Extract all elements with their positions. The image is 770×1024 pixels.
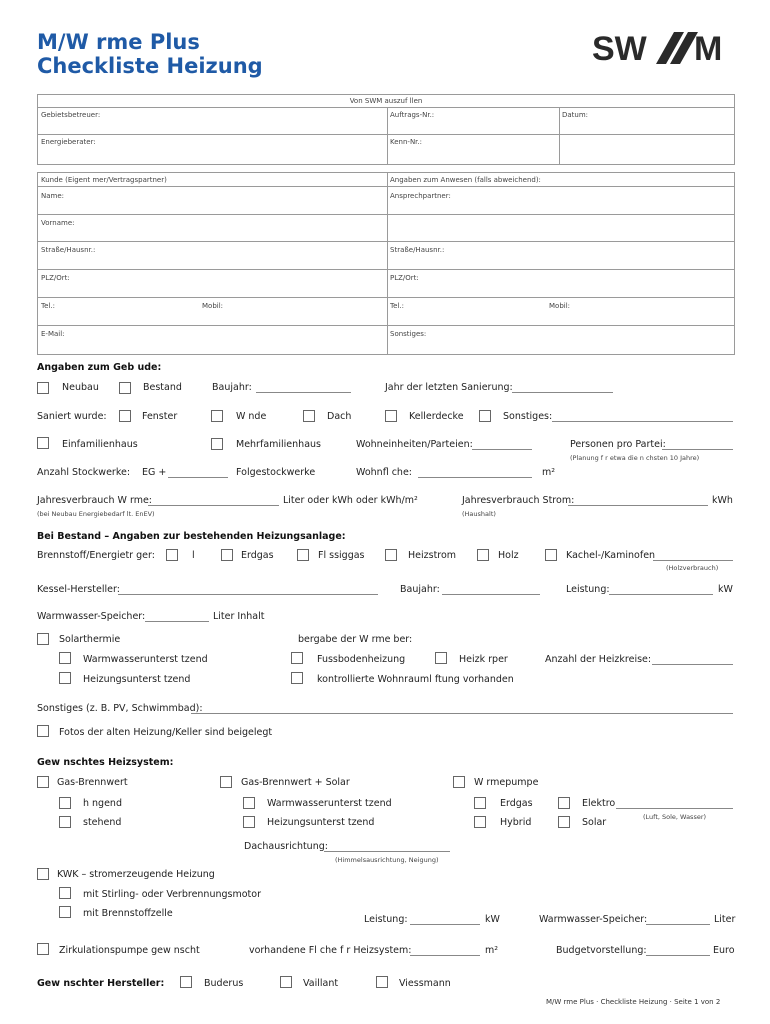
swm-logo-graphic — [592, 30, 734, 66]
swm-table — [37, 94, 735, 165]
kellerdecke-label: Kellerdecke — [409, 411, 464, 422]
bestand-label: Bestand — [143, 382, 182, 393]
kwk-label: KWK – stromerzeugende Heizung — [57, 869, 215, 880]
fussboden-label: Fussbodenheizung — [317, 654, 406, 665]
wp-solar-label: Solar — [582, 817, 607, 828]
energieberater-field[interactable]: Energieberater: — [41, 138, 96, 146]
wp-erdgas-label: Erdgas — [500, 798, 533, 809]
gew-ww-unterst-checkbox[interactable] — [243, 797, 255, 809]
dachausrichtung-label: Dachausrichtung: — [244, 841, 328, 852]
gas-brennwert-checkbox[interactable] — [37, 776, 49, 788]
anwesen-plz-field[interactable]: PLZ/Ort: — [390, 274, 419, 282]
gew-heiz-unterst-label: Heizungsunterst tzend — [267, 817, 375, 828]
efh-label: Einfamilienhaus — [62, 439, 138, 450]
neubau-checkbox[interactable] — [37, 382, 49, 394]
dachflaeche-label: vorhandene Fl che f r Heizsystem: — [249, 945, 412, 956]
wohnflaeche-label: Wohnfl che: — [356, 467, 412, 478]
wp-erdgas-checkbox[interactable] — [474, 797, 486, 809]
planung-hint: (Planung f r etwa die n chsten 10 Jahre) — [570, 454, 700, 462]
dach-label: Dach — [327, 411, 352, 422]
vaillant-label: Vaillant — [303, 978, 339, 989]
gew-ww-speicher-line[interactable] — [646, 924, 710, 925]
kessel-label: Kessel-Hersteller: — [37, 584, 120, 595]
jv-strom-unit: kWh — [712, 495, 733, 506]
page-footer: M/W rme Plus · Checkliste Heizung · Seite 1 von 2 — [546, 998, 721, 1006]
kellerdecke-checkbox[interactable] — [385, 410, 397, 422]
sonstiges-label: Sonstiges: — [503, 411, 553, 422]
jv-waerme-label: Jahresverbrauch W rme: — [37, 495, 153, 506]
stockwerke-line[interactable] — [168, 477, 228, 478]
brennstoff-label: Brennstoff/Energietr ger: — [37, 550, 155, 561]
page-title: M/W rme Plus — [37, 30, 200, 54]
stehend-checkbox[interactable] — [59, 816, 71, 828]
dachflaeche-line[interactable] — [410, 955, 480, 956]
bestand-heading: Bei Bestand – Angaben zur bestehenden Heizungsanlage: — [37, 531, 346, 542]
gas-brennwert-label: Gas-Brennwert — [57, 777, 128, 788]
fotos-label: Fotos der alten Heizung/Keller sind beigelegt — [59, 727, 273, 738]
mfh-label: Mehrfamilienhaus — [236, 439, 321, 450]
stirling-checkbox[interactable] — [59, 887, 71, 899]
ww-unterst-label: Warmwasserunterst tzend — [83, 654, 208, 665]
viessmann-label: Viessmann — [399, 978, 451, 989]
email-field[interactable]: E-Mail: — [41, 330, 65, 338]
neubau-label: Neubau — [62, 382, 99, 393]
anwesen-tel-field[interactable]: Tel.: — [390, 302, 404, 310]
gew-ww-speicher-unit: Liter — [714, 914, 736, 925]
personen-line[interactable] — [662, 449, 733, 450]
kessel-baujahr-line[interactable] — [442, 594, 540, 595]
customer-table — [37, 172, 735, 355]
auftrags-nr-field[interactable]: Auftrags-Nr.: — [390, 111, 435, 119]
wohnflaeche-line[interactable] — [418, 477, 532, 478]
sonstiges-pv-label: Sonstiges (z. B. PV, Schwimmbad): — [37, 703, 203, 714]
wp-hybrid-checkbox[interactable] — [474, 816, 486, 828]
hersteller-heading: Gew nschter Hersteller: — [37, 978, 165, 989]
anwesen-strasse-field[interactable]: Straße/Hausnr.: — [390, 246, 445, 254]
jv-waerme-line[interactable] — [148, 505, 279, 506]
fenster-checkbox[interactable] — [119, 410, 131, 422]
wohnflaeche-unit: m² — [542, 467, 556, 478]
fluessiggas-label: Fl ssiggas — [318, 550, 365, 561]
wp-solar-checkbox[interactable] — [558, 816, 570, 828]
jahr-sanierung-line[interactable] — [512, 392, 613, 393]
kessel-leistung-label: Leistung: — [566, 584, 610, 595]
kwk-leistung-unit: kW — [485, 914, 500, 925]
vorname-field[interactable]: Vorname: — [41, 219, 75, 227]
brennstoffzelle-label: mit Brennstoffzelle — [83, 908, 173, 919]
holz-checkbox[interactable] — [477, 549, 489, 561]
vaillant-checkbox[interactable] — [280, 976, 292, 988]
strasse-field[interactable]: Straße/Hausnr.: — [41, 246, 96, 254]
tel-field[interactable]: Tel.: — [41, 302, 55, 310]
eg-label: EG + — [142, 467, 167, 478]
gew-ww-unterst-label: Warmwasserunterst tzend — [267, 798, 392, 809]
wp-elektro-line[interactable] — [616, 808, 733, 809]
kessel-line[interactable] — [118, 594, 378, 595]
heizkoerper-checkbox[interactable] — [435, 652, 447, 664]
heizkoerper-label: Heizk rper — [459, 654, 508, 665]
haushalt-hint: (Haushalt) — [462, 510, 496, 518]
anwesen-header: Angaben zum Anwesen (falls abweichend): — [390, 176, 541, 184]
zirkulation-label: Zirkulationspumpe gew nscht — [59, 945, 200, 956]
waende-checkbox[interactable] — [211, 410, 223, 422]
himmel-hint: (Himmelsausrichtung, Neigung) — [335, 856, 439, 864]
erdgas-checkbox[interactable] — [221, 549, 233, 561]
gebietsbetreuer-field[interactable]: Gebietsbetreuer: — [41, 111, 101, 119]
budget-line[interactable] — [646, 955, 710, 956]
gew-heiz-unterst-checkbox[interactable] — [243, 816, 255, 828]
solarthermie-checkbox[interactable] — [37, 633, 49, 645]
dachausrichtung-line[interactable] — [324, 851, 450, 852]
ww-speicher-line[interactable] — [145, 621, 209, 622]
wp-elektro-label: Elektro — [582, 798, 616, 809]
stirling-label: mit Stirling- oder Verbrennungsmotor — [83, 889, 261, 900]
erdgas-label: Erdgas — [241, 550, 274, 561]
kunde-header: Kunde (Eigent mer/Vertragspartner) — [41, 176, 167, 184]
saniert-label: Saniert wurde: — [37, 411, 107, 422]
heizstrom-checkbox[interactable] — [385, 549, 397, 561]
logo-m-text: M — [694, 30, 723, 66]
mobil-field[interactable]: Mobil: — [202, 302, 224, 310]
swm-table-header: Von SWM auszuf llen — [349, 97, 423, 105]
buderus-checkbox[interactable] — [180, 976, 192, 988]
uebergabe-label: bergabe der W rme ber: — [298, 634, 413, 645]
heizstrom-label: Heizstrom — [408, 550, 457, 561]
jahr-sanierung-label: Jahr der letzten Sanierung: — [385, 382, 513, 393]
heiz-unterst-checkbox[interactable] — [59, 672, 71, 684]
budget-unit: Euro — [713, 945, 735, 956]
ww-speicher-label: Warmwasser-Speicher: — [37, 611, 146, 622]
datum-field[interactable]: Datum: — [562, 111, 589, 119]
wp-hybrid-label: Hybrid — [500, 817, 532, 828]
sonstiges-pv-line[interactable] — [191, 713, 733, 714]
fenster-label: Fenster — [142, 411, 178, 422]
gas-solar-checkbox[interactable] — [220, 776, 232, 788]
buderus-label: Buderus — [204, 978, 244, 989]
wohnraumlueftung-label: kontrollierte Wohnrauml ftung vorhanden — [317, 674, 514, 685]
bestand-checkbox[interactable] — [119, 382, 131, 394]
gas-solar-label: Gas-Brennwert + Solar — [241, 777, 350, 788]
name-field[interactable]: Name: — [41, 192, 65, 200]
baujahr-line[interactable] — [256, 392, 351, 393]
anzahl-kreise-line[interactable] — [652, 664, 733, 665]
fotos-checkbox[interactable] — [37, 725, 49, 737]
wohneinheiten-label: Wohneinheiten/Parteien: — [356, 439, 473, 450]
page-subtitle: Checkliste Heizung — [37, 54, 263, 78]
ww-unterst-checkbox[interactable] — [59, 652, 71, 664]
kachelofen-line[interactable] — [653, 560, 733, 561]
plz-field[interactable]: PLZ/Ort: — [41, 274, 70, 282]
folgestockwerke-label: Folgestockwerke — [236, 467, 316, 478]
sonstiges-field[interactable]: Sonstiges: — [390, 330, 427, 338]
ansprechpartner-field[interactable]: Ansprechpartner: — [390, 192, 451, 200]
haengend-checkbox[interactable] — [59, 797, 71, 809]
sonstiges-checkbox[interactable] — [479, 410, 491, 422]
kenn-nr-field[interactable]: Kenn-Nr.: — [390, 138, 423, 146]
kessel-leistung-line[interactable] — [609, 594, 713, 595]
wp-elektro-checkbox[interactable] — [558, 797, 570, 809]
budget-label: Budgetvorstellung: — [556, 945, 647, 956]
oel-label: l — [192, 550, 195, 561]
kessel-baujahr-label: Baujahr: — [400, 584, 440, 595]
sonstiges-line[interactable] — [552, 421, 733, 422]
zirkulation-checkbox[interactable] — [37, 943, 49, 955]
kwk-leistung-line[interactable] — [410, 924, 480, 925]
jv-waerme-unit: Liter oder kWh oder kWh/m² — [283, 495, 418, 506]
kwk-checkbox[interactable] — [37, 868, 49, 880]
jv-strom-label: Jahresverbrauch Strom: — [462, 495, 575, 506]
kwk-leistung-label: Leistung: — [364, 914, 408, 925]
solarthermie-label: Solarthermie — [59, 634, 121, 645]
gewuenscht-heading: Gew nschtes Heizsystem: — [37, 757, 174, 768]
mfh-checkbox[interactable] — [211, 438, 223, 450]
holzverbrauch-hint: (Holzverbrauch) — [666, 564, 719, 572]
personen-label: Personen pro Partei: — [570, 439, 666, 450]
dach-checkbox[interactable] — [303, 410, 315, 422]
logo-sw-text: SW — [592, 30, 647, 66]
kessel-leistung-unit: kW — [718, 584, 733, 595]
fussboden-checkbox[interactable] — [291, 652, 303, 664]
waermepumpe-label: W rmepumpe — [474, 777, 539, 788]
haengend-label: h ngend — [83, 798, 122, 809]
stockwerke-label: Anzahl Stockwerke: — [37, 467, 131, 478]
kachelofen-label: Kachel-/Kaminofen — [566, 550, 656, 561]
dachflaeche-unit: m² — [485, 945, 499, 956]
anzahl-kreise-label: Anzahl der Heizkreise: — [545, 654, 652, 665]
waende-label: W nde — [236, 411, 267, 422]
swm-logo — [592, 30, 734, 70]
neubau-hint: (bei Neubau Energiebedarf lt. EnEV) — [37, 510, 155, 518]
kachelofen-checkbox[interactable] — [545, 549, 557, 561]
gebaeude-heading: Angaben zum Geb ude: — [37, 362, 162, 373]
liter-inhalt-label: Liter Inhalt — [213, 611, 265, 622]
jv-strom-line[interactable] — [568, 505, 708, 506]
luft-hint: (Luft, Sole, Wasser) — [643, 813, 707, 821]
efh-checkbox[interactable] — [37, 437, 49, 449]
baujahr-label: Baujahr: — [212, 382, 252, 393]
viessmann-checkbox[interactable] — [376, 976, 388, 988]
heiz-unterst-label: Heizungsunterst tzend — [83, 674, 191, 685]
wohneinheiten-line[interactable] — [472, 449, 532, 450]
waermepumpe-checkbox[interactable] — [453, 776, 465, 788]
anwesen-mobil-field[interactable]: Mobil: — [549, 302, 571, 310]
brennstoffzelle-checkbox[interactable] — [59, 906, 71, 918]
wohnraumlueftung-checkbox[interactable] — [291, 672, 303, 684]
oel-checkbox[interactable] — [166, 549, 178, 561]
gew-ww-speicher-label: Warmwasser-Speicher: — [539, 914, 648, 925]
fluessiggas-checkbox[interactable] — [297, 549, 309, 561]
stehend-label: stehend — [83, 817, 122, 828]
holz-label: Holz — [498, 550, 519, 561]
